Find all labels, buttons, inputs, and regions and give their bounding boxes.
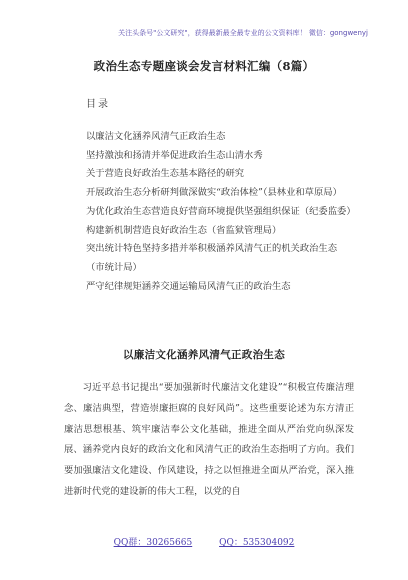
toc-item-7[interactable]: 突出统计特色坚持多措并举积极涵养风清气正的机关政治生态（市统计局） [86, 243, 338, 273]
toc-item-4[interactable]: 开展政治生态分析研判做深做实“政治体检”（县林业和草原局） [86, 187, 342, 199]
toc-heading: 目录 [86, 99, 110, 110]
toc-item-1[interactable]: 以廉洁文化涵养风清气正政治生态 [86, 131, 226, 142]
header-note: 关注头条号"公文研究"，获得最新最全最专业的公文资料库！ 微信：gongwenyj [118, 29, 368, 37]
section-title: 以廉洁文化涵养风清气正政治生态 [123, 349, 285, 361]
footer [0, 535, 408, 548]
table-of-contents [86, 128, 354, 296]
toc-item-6[interactable]: 构建新机制营造良好政治生态（省监狱管理局） [86, 224, 282, 236]
toc-item-8[interactable]: 严守纪律规矩涵养交通运输局风清气正的政治生态 [86, 280, 291, 292]
toc-item-5[interactable]: 为优化政治生态营造良好营商环境提供坚强组织保证（纪委监委） [86, 205, 356, 217]
body-paragraph: 习近平总书记提出“要加强新时代廉洁文化建设”“积极宣传廉洁理念、廉洁典型，营造崇廉拒腐的良好风尚”。这些重要论述为东方清正廉洁思想根基、筑牢廉洁奉公文化基础，推进全面从严治党向纵深发展、涵养党内良好的政治文化和风清气正的政治生态指明了方向。我们要加强廉洁文化建设、作风建设，持之以恒推进全面从严治党，深入推进新时代党的建设新的伟大工程，以党的自 [64, 382, 354, 497]
document-title: 政治生态专题座谈会发言材料汇编（8篇） [93, 59, 315, 73]
footer-qq-group: QQ群：30265665 [113, 538, 193, 548]
footer-qq-contact: QQ：535304092 [219, 538, 295, 548]
toc-item-3[interactable]: 关于营造良好政治生态基本路径的研究 [86, 168, 245, 180]
toc-item-2[interactable]: 坚持激浊和扬清并举促进政治生态山清水秀 [86, 149, 263, 161]
